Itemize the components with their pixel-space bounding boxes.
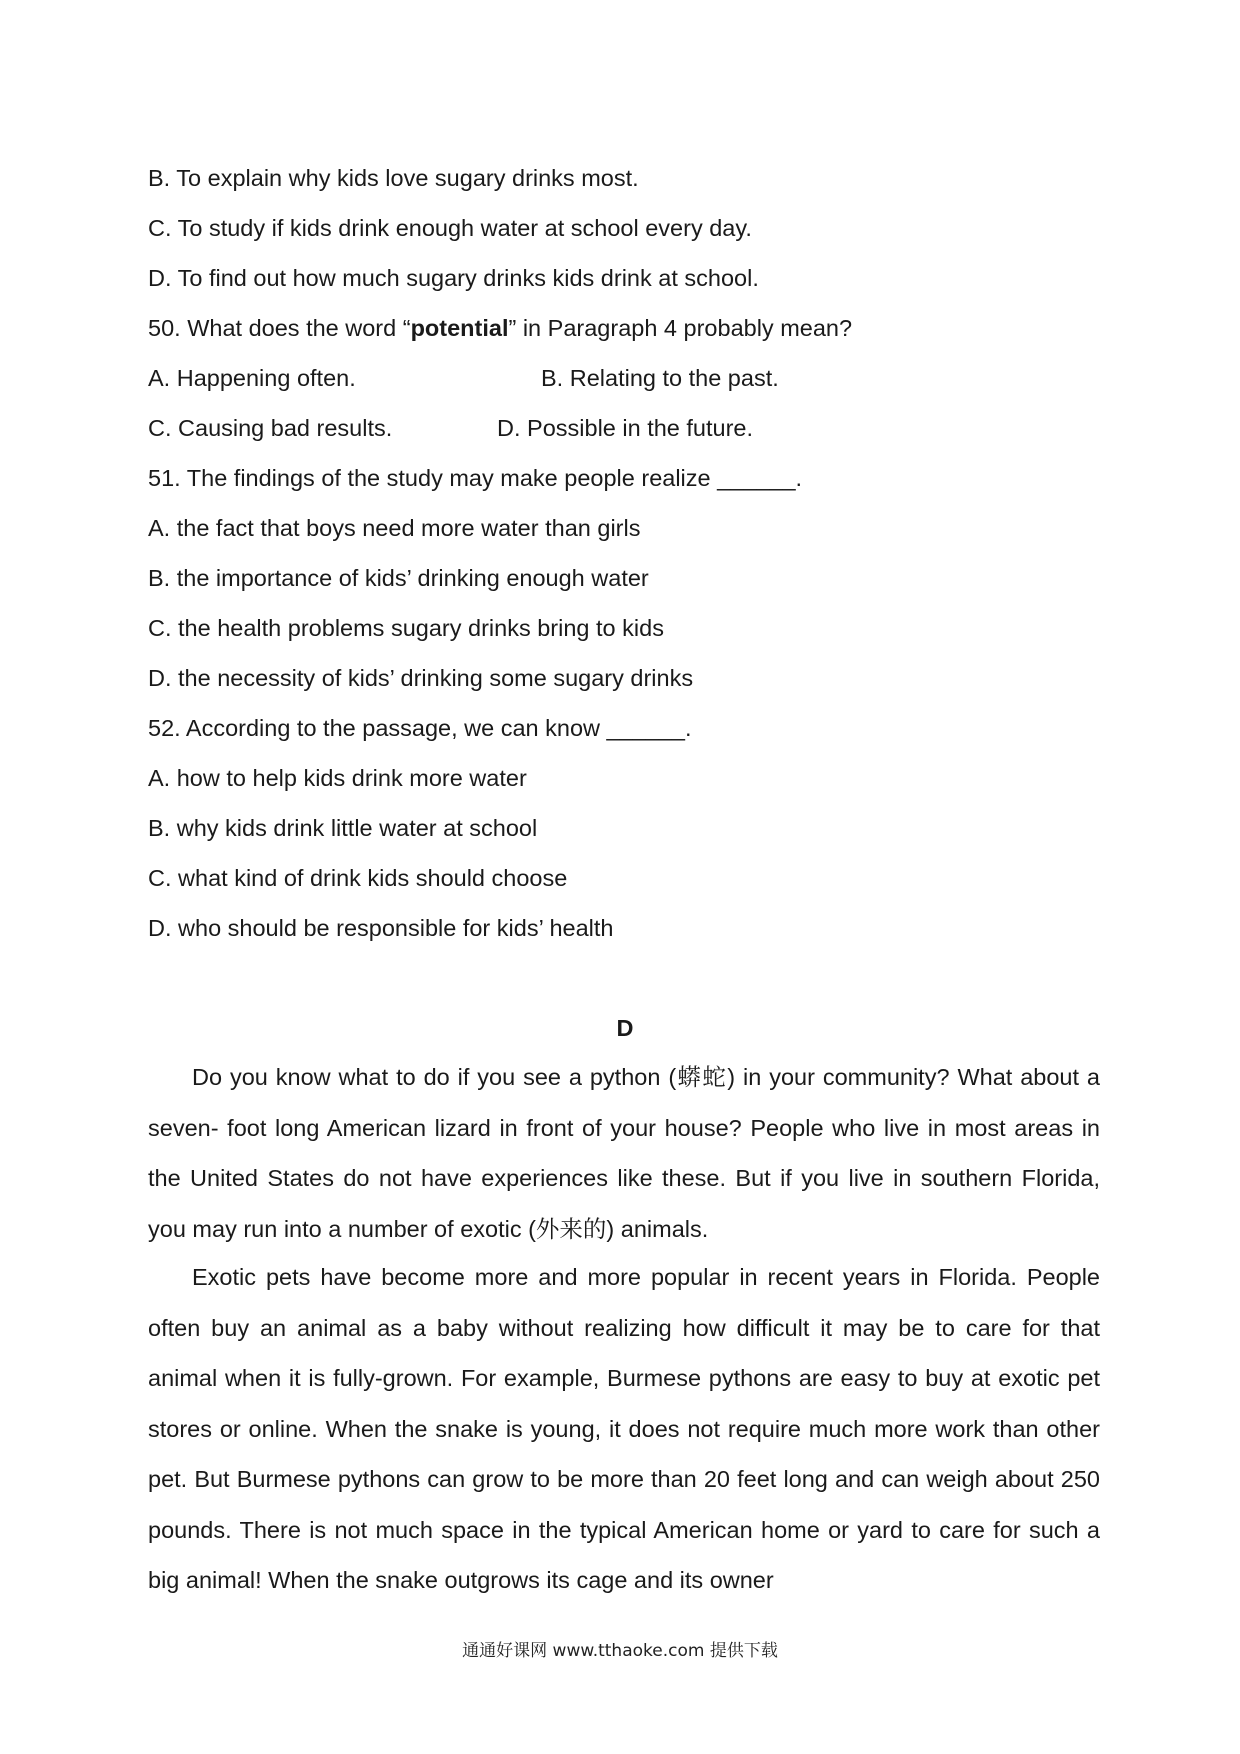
q52-option-b: B. why kids drink little water at school	[148, 815, 538, 841]
q51-option-a: A. the fact that boys need more water than girls	[148, 515, 641, 541]
page-footer: 通通好课网 www.tthaoke.com 提供下载	[462, 1641, 778, 1661]
q50-stem-before: 50. What does the word “	[148, 315, 411, 341]
q51-stem: 51. The findings of the study may make people realize ______.	[148, 465, 803, 491]
q49-option-d: D. To find out how much sugary drinks kids drink at school.	[148, 265, 759, 291]
q49-option-b: B. To explain why kids love sugary drinks most.	[148, 165, 639, 191]
q52-stem: 52. According to the passage, we can know ______.	[148, 715, 692, 741]
q50-stem	[148, 315, 852, 342]
q50-option-c: C. Causing bad results.	[148, 415, 393, 441]
q52-option-d: D. who should be responsible for kids’ health	[148, 915, 614, 941]
q50-option-d: D. Possible in the future.	[497, 415, 754, 441]
q50-option-a: A. Happening often.	[148, 365, 356, 391]
section-d-heading: D	[616, 1015, 634, 1041]
section-d-paragraph-1: Do you know what to do if you see a python (蟒蛇) in your community? What about a seven- foot long American lizard in front of your house? People who live in most areas in the United States do not have experiences like these. But if you live in southern Florida, you may run into a number of exotic (外来的) animals.	[148, 1064, 1100, 1242]
q51-option-d: D. the necessity of kids’ drinking some sugary drinks	[148, 665, 694, 691]
q50-keyword: potential	[410, 315, 509, 341]
q50-stem-after: ” in Paragraph 4 probably mean?	[508, 315, 853, 341]
q50-option-b: B. Relating to the past.	[541, 365, 779, 391]
q52-option-c: C. what kind of drink kids should choose	[148, 865, 568, 891]
section-d-paragraph-2: Exotic pets have become more and more popular in recent years in Florida. People often buy an animal as a baby without realizing how difficult it may be to care for that animal when it is fully-grown. For example, Burmese pythons are easy to buy at exotic pet stores or online. When the snake is young, it does not require much more work than other pet. But Burmese pythons can grow to be more than 20 feet long and can weigh about 250 pounds. There is not much space in the typical American home or yard to care for such a big animal! When the snake outgrows its cage and its owner	[148, 1264, 1100, 1593]
q49-option-c: C. To study if kids drink enough water at school every day.	[148, 215, 752, 241]
q51-option-c: C. the health problems sugary drinks bring to kids	[148, 615, 664, 641]
q51-option-b: B. the importance of kids’ drinking enough water	[148, 565, 649, 591]
q52-option-a: A. how to help kids drink more water	[148, 765, 527, 791]
